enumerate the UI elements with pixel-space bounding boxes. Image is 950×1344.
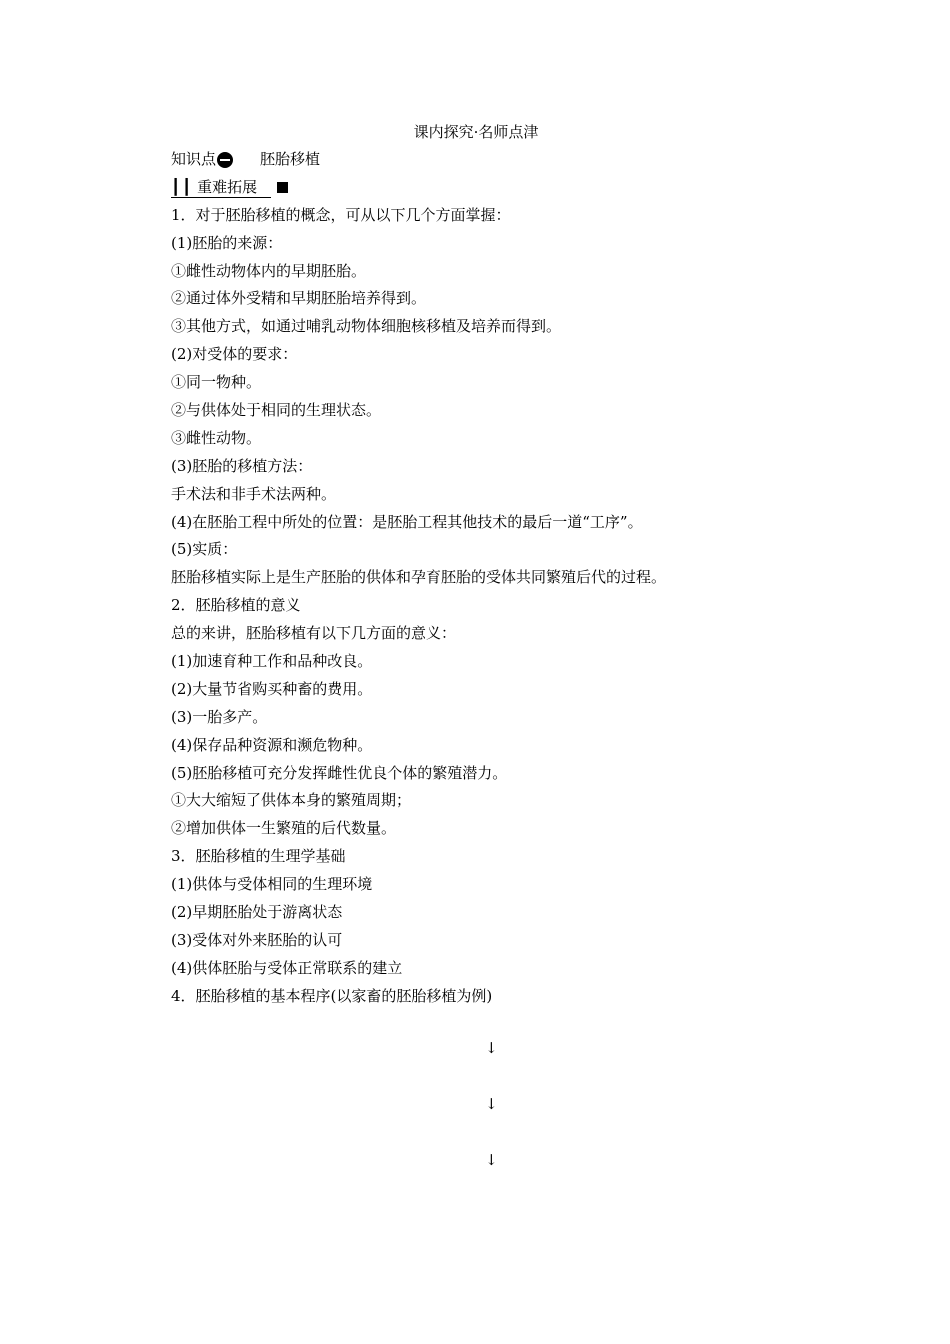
knowledge-point-topic: 胚胎移植 [260,150,321,168]
page-title: 课内探究·名师点津 [413,123,539,141]
text-line: 手术法和非手术法两种。 [171,484,337,503]
flow-arrow-icon: ↓ [485,1095,498,1113]
text-line: ②与供体处于相同的生理状态。 [171,401,382,420]
text-line: (3)一胎多产。 [171,707,268,726]
text-line: ①同一物种。 [171,373,262,392]
text-line: (2)早期胚胎处于游离状态 [171,903,343,922]
text-line: ②增加供体一生繁殖的后代数量。 [171,819,397,838]
section-heading [171,174,791,202]
text-line: ①雌性动物体内的早期胚胎。 [171,261,367,280]
text-line: (3)受体对外来胚胎的认可 [171,930,343,949]
knowledge-point-label: 知识点 [171,150,217,168]
knowledge-point-heading [171,146,791,174]
text-line: (1)供体与受体相同的生理环境 [171,875,373,894]
body-text [171,202,791,1011]
flow-arrow-icon: ↓ [485,1151,498,1169]
text-line: ③其他方式，如通过哺乳动物体细胞核移植及培养而得到。 [171,317,562,336]
text-line: 3．胚胎移植的生理学基础 [171,847,346,866]
text-line: (5)实质： [171,540,238,559]
flow-arrow-icon: ↓ [485,1039,498,1057]
section-label: 重难拓展 [197,178,258,197]
text-line: (2)对受体的要求： [171,345,298,364]
text-line: ①大大缩短了供体本身的繁殖周期； [171,791,412,810]
section-label-box [171,177,271,198]
text-line: ③雌性动物。 [171,428,262,447]
text-line: 胚胎移植实际上是生产胚胎的供体和孕育胚胎的受体共同繁殖后代的过程。 [171,568,667,587]
text-line: (5)胚胎移植可充分发挥雌性优良个体的繁殖潜力。 [171,763,508,782]
text-line: 1．对于胚胎移植的概念，可从以下几个方面掌握： [171,205,511,224]
black-square-icon [277,182,288,193]
document-page [171,118,791,1011]
text-line: (1)加速育种工作和品种改良。 [171,652,373,671]
text-line: 2．胚胎移植的意义 [171,596,301,615]
text-line: (3)胚胎的移植方法： [171,456,313,475]
double-bar-icon: ┃┃ [171,178,194,197]
number-one-circle-icon [217,152,233,168]
text-line: (4)在胚胎工程中所处的位置：是胚胎工程其他技术的最后一道“工序”。 [171,512,643,531]
text-line: 总的来讲，胚胎移植有以下几方面的意义： [171,624,457,643]
text-line: (2)大量节省购买种畜的费用。 [171,679,373,698]
text-line: (4)保存品种资源和濒危物种。 [171,735,373,754]
text-line: (4)供体胚胎与受体正常联系的建立 [171,958,403,977]
text-line: (1)胚胎的来源： [171,233,283,252]
text-line: ②通过体外受精和早期胚胎培养得到。 [171,289,427,308]
text-line: 4．胚胎移植的基本程序(以家畜的胚胎移植为例) [171,986,493,1005]
